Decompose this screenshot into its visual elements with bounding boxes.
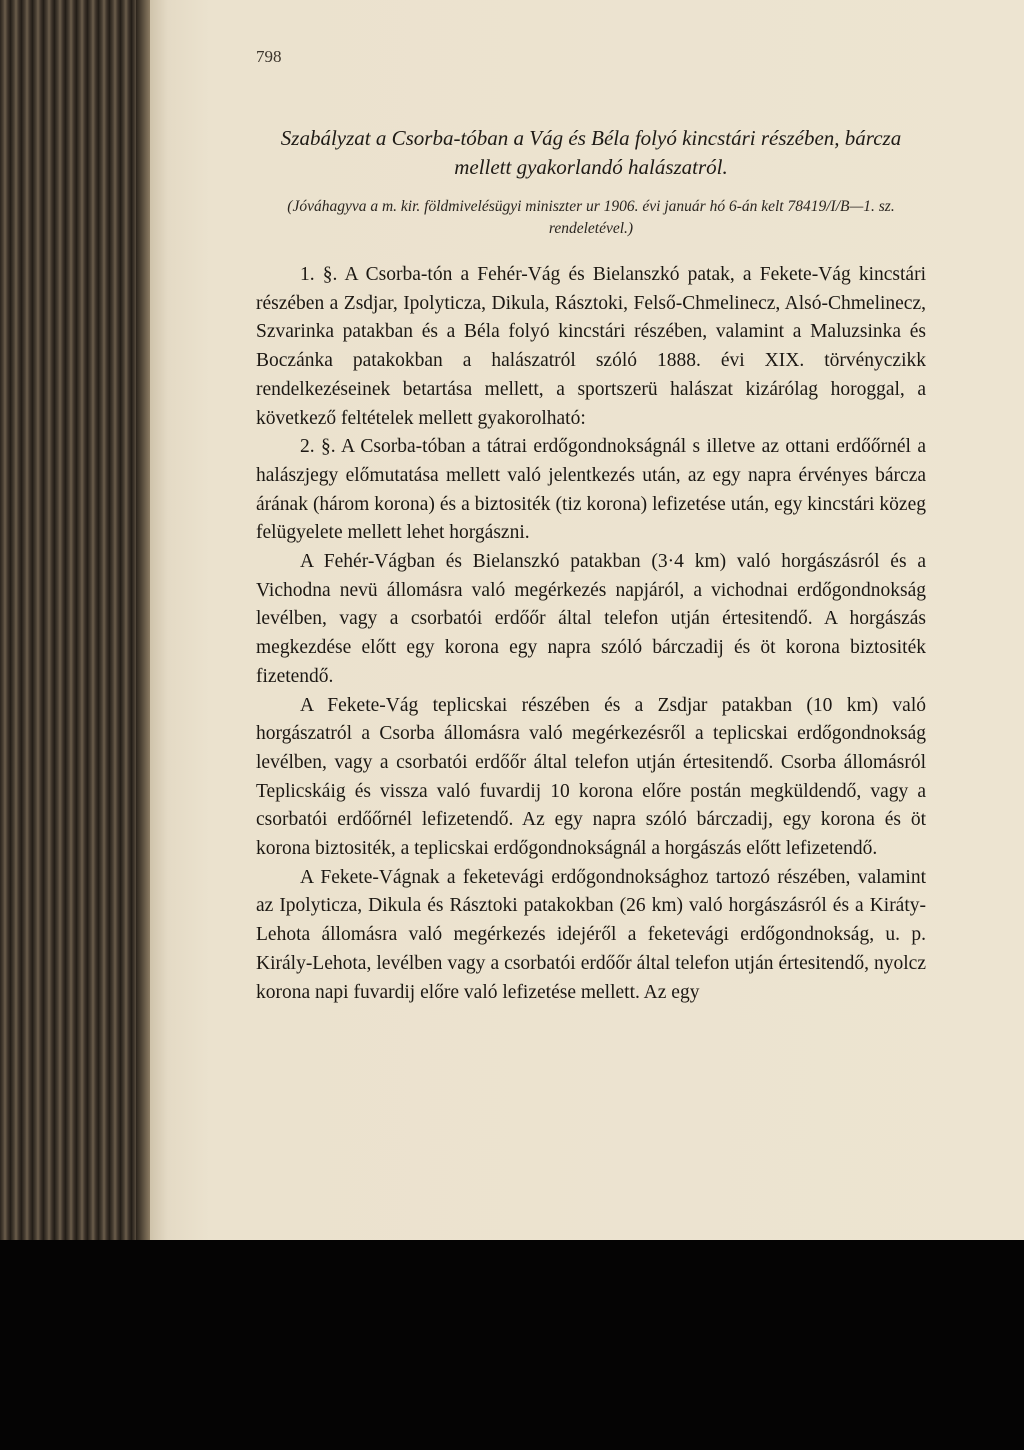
book-page-edges: [0, 0, 150, 1240]
paragraph-2: 2. §. A Csorba-tóban a tátrai erdőgondnokságnál s illetve az ottani erdőőrnél a halászjegy előmutatása mellett való jelentkezés után, az egy napra érvényes bárcza árának (három korona) és a biztositék (tiz korona) lefizetése után, egy kincstári közeg felügyelete mellett lehet horgászni.: [256, 436, 926, 544]
scan-background: [0, 1240, 1024, 1450]
paragraph-5: A Fekete-Vágnak a feketevági erdőgondnoksághoz tartozó részében, valamint az Ipolyticza, Dikula és Rásztoki patakokban (26 km) való horgászásról és a Kiráty-Lehota állomásra való megérkezés idejéről a feketevági erdőgondnokság, u. p. Király-Lehota, levélben vagy a csorbatói erdőőr által telefon utján értesitendő, nyolcz korona napi fuvardij előre való lefizetése mellett. Az egy: [256, 866, 926, 1003]
document-subtitle: (Jóváhagyva a m. kir. földmivelésügyi miniszter ur 1906. évi január hó 6-án kelt 78419/I/B—1. sz. rendeletével.): [287, 198, 895, 237]
page-number: 798: [256, 47, 282, 66]
paragraph-1: 1. §. A Csorba-tón a Fehér-Vág és Bielanszkó patak, a Fekete-Vág kincstári részében a Zsdjar, Ipolyticza, Dikula, Rásztoki, Felső-Chmelinecz, Alsó-Chmelinecz, Szvarinka patakban és a Béla folyó kincstári részében, valamint a Maluzsinka és Boczánka patakokban a halászatról szóló 1888. évi XIX. törvényczikk rendelkezéseinek betartása mellett, a sportszerü halászat kizárólag horoggal, a következő feltételek mellett gyakorolható:: [256, 264, 926, 429]
book-gutter: [136, 0, 150, 1240]
document-title: Szabályzat a Csorba-tóban a Vág és Béla folyó kincstári részében, bárcza mellett gyakorlandó halászatról.: [280, 126, 902, 179]
body-text: [256, 261, 926, 1007]
paragraph-3: A Fehér-Vágban és Bielanszkó patakban (3·4 km) való horgászásról és a Vichodna nevü állomásra való megérkezés napjáról, a vichodnai erdőgondnokság levélben, vagy a csorbatói erdőőr által telefon utján értesitendő. A horgászás megkezdése előtt egy korona egy napra szóló bárczadij és öt korona biztositék fizetendő.: [256, 551, 926, 687]
paragraph-4: A Fekete-Vág teplicskai részében és a Zsdjar patakban (10 km) való horgászatról a Csorba állomásra való megérkezésről a teplicskai erdőgondnokság levélben, vagy a csorbatói erdőőr által telefon utján értesitendő. Csorba állomásról Teplicskáig és vissza való fuvardij 10 korona előre postán megküldendő, vagy a csorbatói erdőőrnél lefizetendő. Az egy napra szóló bárczadij, egy korona és öt korona biztositék, a teplicskai erdőgondnokságnál a horgászás előtt lefizetendő.: [256, 694, 926, 860]
book-page: [150, 0, 1024, 1240]
